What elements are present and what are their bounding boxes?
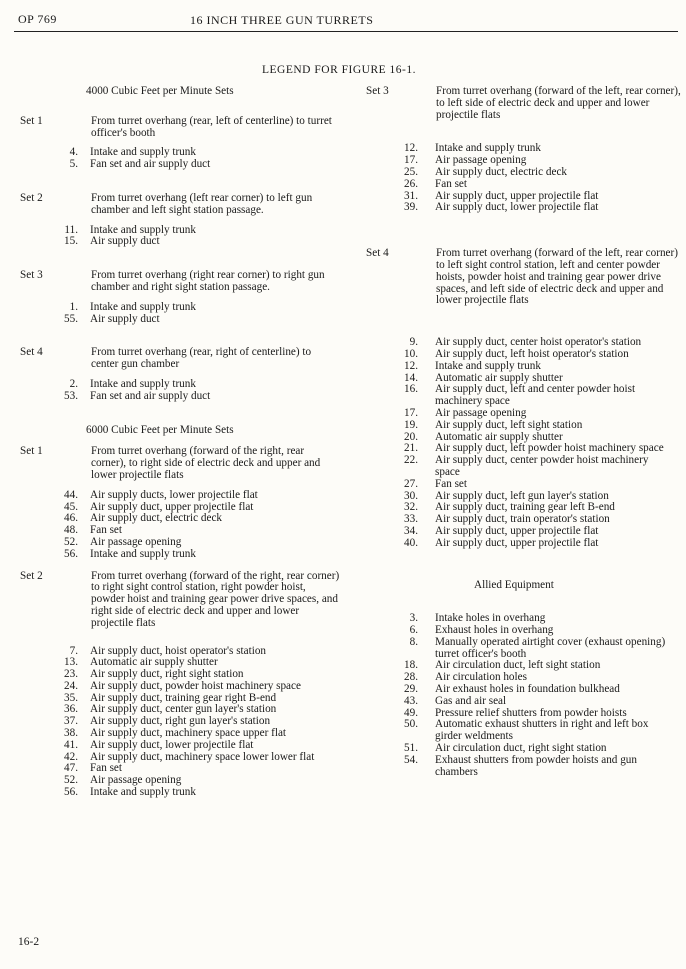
- item-list: [0, 225, 350, 249]
- list-item: 47. Fan set: [64, 762, 123, 775]
- section-heading: 4000 Cubic Feet per Minute Sets: [86, 85, 234, 97]
- list-item: 28. Air circulation holes: [404, 671, 527, 684]
- list-item: 48. Fan set: [64, 524, 123, 537]
- set-description: From turret overhang (forward of the left, rear corner), to left side of electric deck and upper and lower projectile flats: [436, 85, 681, 121]
- set-description: From turret overhang (forward of the right, rear corner) to right sight control station, right powder hoist, powder hoist and training gear power drive spaces, and right side of electric deck and upper and lower projectile flats: [91, 569, 340, 629]
- list-item: 52. Air passage opening: [64, 774, 182, 787]
- list-item: 56. Intake and supply trunk: [64, 786, 196, 799]
- list-item: 7. Air supply duct, hoist operator's station: [69, 644, 267, 657]
- list-item: 12. Intake and supply trunk: [404, 359, 541, 372]
- section-4000-cfm: [0, 86, 350, 403]
- list-item: 36. Air supply duct, center gun layer's station: [64, 703, 277, 716]
- list-item: 56. Intake and supply trunk: [64, 547, 196, 560]
- list-item: 12. Intake and supply trunk: [404, 142, 541, 155]
- list-item: 20. Automatic air supply shutter: [404, 430, 563, 443]
- list-item: 23. Air supply duct, right sight station: [64, 668, 244, 681]
- list-item: 34. Air supply duct, upper projectile flat: [404, 524, 599, 537]
- set-description: From turret overhang (forward of the right, rear corner), to right side of electric deck and upper and lower projectile flats: [91, 445, 321, 481]
- set-block: [358, 248, 686, 549]
- list-item: 17. Air passage opening: [404, 154, 527, 167]
- list-item: 26. Fan set: [404, 177, 468, 190]
- item-list: [0, 490, 350, 561]
- list-item: 49. Pressure relief shutters from powder hoists: [404, 706, 627, 719]
- set-description: From turret overhang (forward of the left, rear corner) to left sight control station, left and center powder hoists, powder hoist and training gear power drive spaces, and left side of electric deck and upper and lower projectile flats: [436, 247, 678, 307]
- set-block: [0, 193, 350, 248]
- set-block: [0, 571, 350, 799]
- list-item: 40. Air supply duct, upper projectile flat: [404, 536, 599, 549]
- page-header-title: 16 INCH THREE GUN TURRETS: [190, 13, 374, 27]
- set-block: [0, 116, 350, 171]
- list-item: 55. Air supply duct: [64, 312, 160, 325]
- set-description: From turret overhang (right rear corner) to right gun chamber and right sight station passage.: [91, 269, 325, 293]
- list-item: 21. Air supply duct, left powder hoist machinery space: [404, 442, 664, 455]
- list-item: 5. Fan set and air supply duct: [69, 158, 211, 171]
- item-list: [0, 302, 350, 326]
- list-item: 10. Air supply duct, left hoist operator's station: [404, 347, 629, 360]
- list-item: 54. Exhaust shutters from powder hoists and gun chambers: [404, 753, 637, 778]
- allied-equipment: [358, 580, 686, 779]
- list-item: 22. Air supply duct, center powder hoist machinery space: [404, 454, 649, 478]
- set-label: Set 4: [366, 247, 389, 260]
- list-item: 19. Air supply duct, left sight station: [404, 418, 583, 431]
- list-item: 16. Air supply duct, left and center powder hoist machinery space: [404, 383, 636, 408]
- section-6000-cfm: [0, 425, 350, 799]
- set-label: Set 3: [366, 85, 389, 97]
- list-item: 14. Automatic air supply shutter: [404, 371, 563, 384]
- list-item: 51. Air circulation duct, right sight station: [404, 742, 607, 755]
- list-item: 46. Air supply duct, electric deck: [64, 512, 223, 525]
- list-item: 15. Air supply duct: [64, 235, 160, 248]
- set-block: [0, 347, 350, 402]
- list-item: 33. Air supply duct, train operator's station: [404, 513, 610, 526]
- left-column: [0, 86, 350, 799]
- doc-number: OP 769: [18, 12, 57, 26]
- list-item: 45. Air supply duct, upper projectile flat: [64, 500, 254, 513]
- list-item: 29. Air exhaust holes in foundation bulkhead: [404, 683, 620, 696]
- list-item: 18. Air circulation duct, left sight station: [404, 659, 601, 672]
- list-item: 3. Intake holes in overhang: [409, 612, 546, 625]
- section-heading: 6000 Cubic Feet per Minute Sets: [86, 423, 234, 436]
- item-list: [358, 337, 686, 549]
- list-item: 41. Air supply duct, lower projectile flat: [64, 738, 254, 751]
- allied-heading: Allied Equipment: [474, 578, 554, 591]
- set-block: [0, 446, 350, 560]
- list-item: 2. Intake and supply trunk: [69, 377, 196, 390]
- list-item: 32. Air supply duct, training gear left B-end: [404, 501, 615, 514]
- set-description: From turret overhang (rear, right of centerline) to center gun chamber: [91, 346, 312, 371]
- header-rule: [14, 31, 678, 32]
- set-label: Set 3: [20, 269, 43, 282]
- list-item: 17. Air passage opening: [404, 406, 527, 419]
- list-item: 6. Exhaust holes in overhang: [409, 624, 554, 637]
- item-list: [358, 613, 686, 778]
- list-item: 9. Air supply duct, center hoist operator's station: [409, 336, 642, 349]
- item-list: [358, 143, 686, 214]
- set-label: Set 4: [20, 346, 43, 359]
- list-item: 31. Air supply duct, upper projectile flat: [404, 189, 599, 202]
- list-item: 42. Air supply duct, machinery space lower lower flat: [64, 750, 315, 763]
- item-list: [0, 379, 350, 403]
- item-list: [0, 147, 350, 171]
- list-item: 37. Air supply duct, right gun layer's station: [64, 715, 271, 728]
- set-label: Set 1: [20, 445, 43, 458]
- set-label: Set 1: [20, 114, 43, 127]
- list-item: 39. Air supply duct, lower projectile flat: [404, 201, 599, 214]
- right-column: [358, 86, 686, 778]
- list-item: 25. Air supply duct, electric deck: [404, 165, 568, 178]
- list-item: 43. Gas and air seal: [404, 694, 507, 707]
- set-description: From turret overhang (left rear corner) to left gun chamber and left sight station passage.: [91, 191, 313, 216]
- list-item: 44. Air supply ducts, lower projectile flat: [64, 488, 258, 501]
- list-item: 38. Air supply duct, machinery space upper flat: [64, 727, 287, 740]
- list-item: 27. Fan set: [404, 477, 468, 490]
- list-item: 30. Air supply duct, left gun layer's station: [404, 489, 609, 502]
- page-number: 16-2: [18, 936, 40, 948]
- legend-title: LEGEND FOR FIGURE 16-1.: [262, 64, 416, 76]
- list-item: 35. Air supply duct, training gear right B-end: [64, 691, 277, 704]
- list-item: 8. Manually operated airtight cover (exhaust opening) turret officer's booth: [409, 635, 666, 660]
- list-item: 24. Air supply duct, powder hoist machinery space: [64, 679, 301, 692]
- list-item: 11. Intake and supply trunk: [64, 223, 196, 236]
- set-block: [358, 86, 686, 214]
- list-item: 50. Automatic exhaust shutters in right and left box girder weldments: [404, 718, 649, 743]
- set-label: Set 2: [20, 191, 43, 204]
- set-label: Set 2: [20, 569, 43, 582]
- set-block: [0, 270, 350, 325]
- set-description: From turret overhang (rear, left of centerline) to turret officer's booth: [91, 114, 332, 139]
- list-item: 52. Air passage opening: [64, 535, 182, 548]
- list-item: 13. Automatic air supply shutter: [64, 656, 218, 669]
- list-item: 4. Intake and supply trunk: [69, 146, 196, 159]
- list-item: 1. Intake and supply trunk: [69, 300, 196, 313]
- list-item: 53. Fan set and air supply duct: [64, 389, 211, 402]
- item-list: [0, 646, 350, 799]
